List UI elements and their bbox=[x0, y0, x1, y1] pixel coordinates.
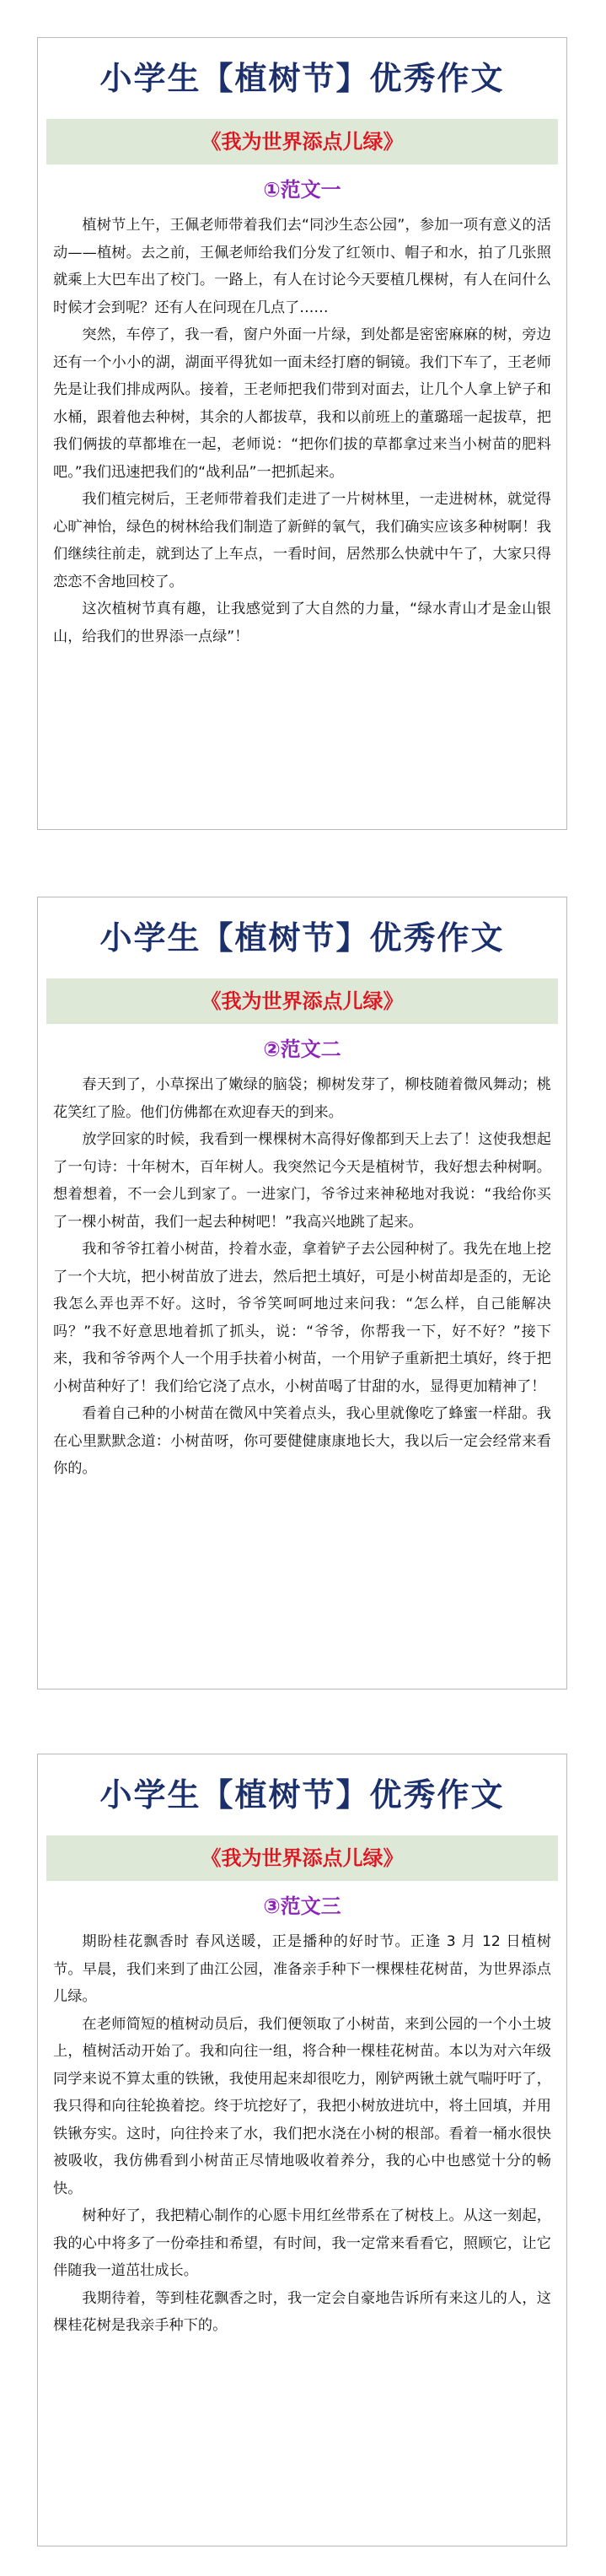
essay-card bbox=[37, 897, 567, 1689]
paragraph: 我们植完树后，王老师带着我们走进了一片树林里，一走进树林，就觉得心旷神怡，绿色的树林给我们制造了新鲜的氧气，我们确实应该多种树啊！我们继续往前走，就到达了上车点，一看时间，居然那么快就中午了，大家只得恋恋不舍地回校了。 bbox=[53, 491, 551, 590]
paragraph: 我期待着，等到桂花飘香之时，我一定会自豪地告诉所有来这儿的人，这棵桂花树是我亲手种下的。 bbox=[53, 2289, 551, 2334]
essay-subtitle: 《我为世界添点儿绿》 bbox=[46, 119, 558, 164]
card-title: 小学生【植树节】优秀作文 bbox=[99, 919, 505, 957]
section-label: ①范文一 bbox=[263, 178, 341, 202]
paragraph: 植树节上午，王佩老师带着我们去“同沙生态公园”，参加一项有意义的活动——植树。去之前，王佩老师给我们分发了红领巾、帽子和水，拍了几张照就乘上大巴车出了校门。一路上，有人在讨论今天要植几棵树，有人在问什么时候才会到呢？还有人在问现在几点了…… bbox=[53, 217, 551, 316]
card-title: 小学生【植树节】优秀作文 bbox=[99, 60, 505, 97]
essay-card bbox=[37, 1754, 567, 2546]
essay-body bbox=[38, 1066, 566, 1483]
paragraph: 树种好了，我把精心制作的心愿卡用红丝带系在了树枝上。从这一刻起，我的心中将多了一份牵挂和希望，有时间，我一定常来看看它，照顾它，让它伴随我一道茁壮成长。 bbox=[53, 2207, 551, 2279]
essay-subtitle: 《我为世界添点儿绿》 bbox=[46, 978, 558, 1024]
paragraph: 期盼桂花飘香时 春风送暖，正是播种的好时节。正逢 3 月 12 日植树节。早晨，我们来到了曲江公园，准备亲手种下一棵棵桂花树苗，为世界添点儿绿。 bbox=[53, 1933, 551, 2005]
essay-body bbox=[38, 207, 566, 650]
section-label: ②范文二 bbox=[263, 1037, 341, 1061]
essay-body bbox=[38, 1923, 566, 2340]
paragraph: 我和爷爷扛着小树苗，拎着水壶，拿着铲子去公园种树了。我先在地上挖了一个大坑，把小树苗放了进去，然后把土填好，可是小树苗却是歪的，无论我怎么弄也弄不好。这时，爷爷笑呵呵地过来问我：“怎么样，自己能解决吗？”我不好意思地着抓了抓头，说：“爷爷，你帮我一下，好不好？”接下来，我和爷爷两个人一个用手扶着小树苗，一个用铲子重新把土填好，终于把小树苗种好了！我们给它浇了点水，小树苗喝了甘甜的水，显得更加精神了！ bbox=[53, 1241, 551, 1395]
essay-subtitle: 《我为世界添点儿绿》 bbox=[46, 1835, 558, 1881]
paragraph: 在老师简短的植树动员后，我们便领取了小树苗，来到公园的一个小土坡上，植树活动开始了。我和向往一组，将合种一棵桂花树苗。本以为对六年级同学来说不算太重的铁锹，我使用起来却很吃力，刚铲两锹土就气喘吁吁了，我只得和向往轮换着挖。终于坑挖好了，我把小树放进坑中，将土回填，并用铁锹夯实。这时，向往拎来了水，我们把水浇在小树的根部。看着一桶水很快被吸收，我仿佛看到小树苗正尽情地吸收着养分，我的心中也感觉十分的畅快。 bbox=[53, 2015, 551, 2197]
paragraph: 突然，车停了，我一看，窗户外面一片绿，到处都是密密麻麻的树，旁边还有一个小小的湖，湖面平得犹如一面未经打磨的铜镜。我们下车了，王老师先是让我们排成两队。接着，王老师把我们带到对面去，让几个人拿上铲子和水桶，跟着他去种树，其余的人都拔草，我和以前班上的董璐瑶一起拔草，把我们俩拔的草都堆在一起，老师说：“把你们拔的草都拿过来当小树苗的肥料吧。”我们迅速把我们的“战利品”一把抓起来。 bbox=[53, 326, 551, 481]
paragraph: 看着自己种的小树苗在微风中笑着点头，我心里就像吃了蜂蜜一样甜。我在心里默默念道：小树苗呀，你可要健健康康地长大，我以后一定会经常来看你的。 bbox=[53, 1405, 551, 1477]
essay-card bbox=[37, 37, 567, 830]
paragraph: 春天到了，小草探出了嫩绿的脑袋；柳树发芽了，柳枝随着微风舞动；桃花笑红了脸。他们仿佛都在欢迎春天的到来。 bbox=[53, 1076, 551, 1121]
card-title: 小学生【植树节】优秀作文 bbox=[99, 1776, 505, 1813]
section-label: ③范文三 bbox=[263, 1894, 341, 1918]
paragraph: 放学回家的时候，我看到一棵棵树木高得好像都到天上去了！这使我想起了一句诗：十年树木，百年树人。我突然记今天是植树节，我好想去种树啊。想着想着，不一会儿到家了。一进家门，爷爷过来神秘地对我说：“我给你买了一棵小树苗，我们一起去种树吧！”我高兴地跳了起来。 bbox=[53, 1131, 551, 1231]
paragraph: 这次植树节真有趣，让我感觉到了大自然的力量，“绿水青山才是金山银山，给我们的世界添一点绿”！ bbox=[53, 601, 551, 645]
